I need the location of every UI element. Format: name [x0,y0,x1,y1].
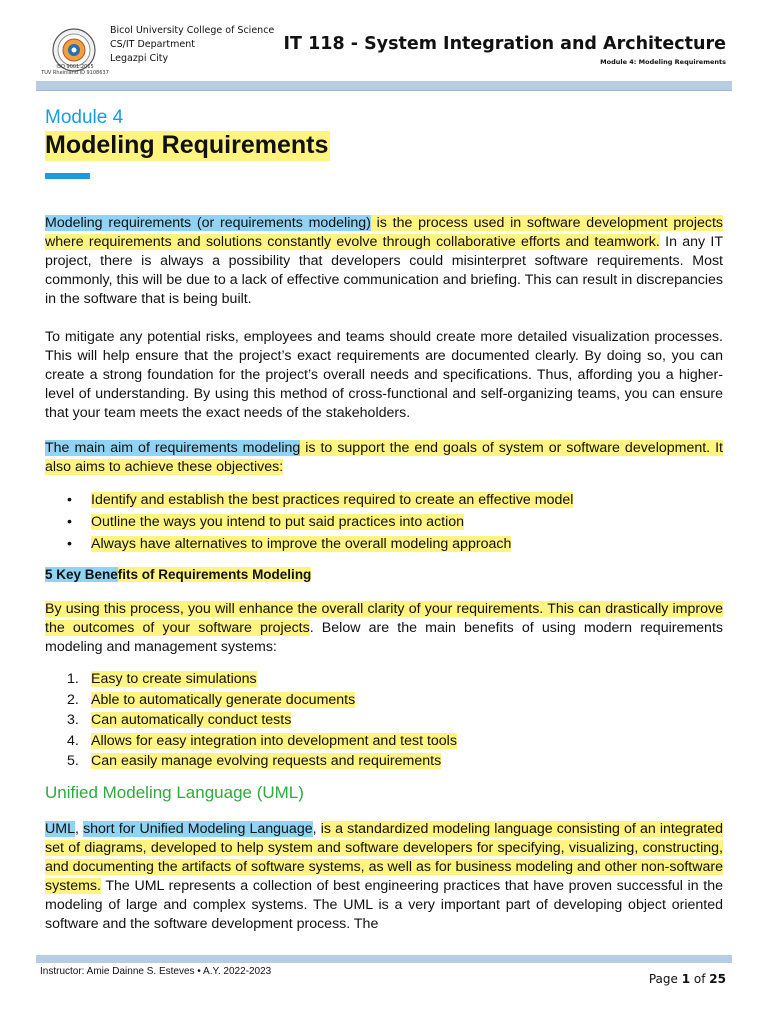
list-item [45,489,723,511]
uml-term-highlight: UML [45,820,75,837]
institution-block [110,24,274,66]
intro-text: In any IT project, there is always a possibility that developers could misinterpret software requirements. Most commonly, this will be due to a lack of effective communication and briefing. This can result in discrepancies in the software that is being built. [45,234,723,307]
benefit-text: Easy to create simulations [91,671,257,687]
uml-paragraph [45,820,723,934]
page-total: 25 [709,972,726,986]
benefits-intro-highlight: By using this process, you will enhance the overall clarity of your requirements. This can drastically improve the outcomes of your software projects [45,601,723,636]
list-number: 2. [67,691,79,708]
uml-comma-2: , [312,820,321,837]
page-label: Page [648,972,682,986]
list-item [45,710,723,731]
benefits-list [45,669,723,772]
uml-heading: Unified Modeling Language (UML) [45,782,304,802]
list-number: 3. [67,712,79,728]
uml-comma: , [74,820,84,837]
header-divider-bar [36,81,732,91]
bullet-icon: • [67,514,72,530]
mitigation-paragraph: To mitigate any potential risks, employees and teams should create more detailed visualization processes. This will help ensure that the project’s exact requirements are documented clearly. By doing so, you can create a strong foundation for the project’s overall needs and specifications. Thus, affording you a higher-level of understanding. By using this method of cross-functional and self-organizing teams, you can ensure that your team meets the exact needs of the stakeholders. [45,329,723,421]
module-subtitle: Module 4: Modeling Requirements [600,58,726,66]
list-number: 5. [67,753,79,769]
benefit-text: Allows for easy integration into development and test tools [91,732,457,749]
list-number: 1. [67,671,79,687]
list-item [45,751,723,772]
definition-highlight: is the process used in software development projects where requirements and solutions constantly evolve through collaborative efforts and teamwork. [45,215,723,250]
benefit-text: Can automatically conduct tests [91,712,292,728]
footer-divider-bar [36,955,732,963]
page-of-label: of [690,972,710,986]
objective-text: Always have alternatives to improve the overall modeling approach [91,536,512,552]
iso-caption: ISO 9001:2015 [56,64,94,70]
benefits-intro-text: . Below are the main benefits of using modern requirements modeling and management systems: [45,620,723,655]
tuv-caption: TUV Rheinland ID 9108637 [41,70,109,76]
title-accent-bar [45,173,90,179]
module-number: Module 4 [45,107,124,128]
benefits-heading-part-a: 5 Key Bene [45,567,118,582]
course-title: IT 118 - System Integration and Architecture [283,34,726,54]
department-name: CS/IT Department [110,39,195,50]
bullet-icon: • [67,492,72,508]
benefit-text: Can easily manage evolving requests and requirements [91,753,442,769]
document-body [45,214,723,934]
uml-expansion-highlight: short for Unified Modeling Language [83,820,313,837]
instructor-info: Instructor: Amie Dainne S. Esteves • A.Y. 2022-2023 [40,966,272,977]
objective-text: Outline the ways you intend to put said practices into action [91,514,465,530]
module-title: Modeling Requirements [45,131,329,159]
uml-text: The UML represents a collection of best engineering practices that have proven successful in the modeling of large and complex systems. The UML is a very important part of developing object oriented software and the software development process. The [45,877,723,932]
page-current: 1 [681,972,691,986]
intro-paragraph [45,214,723,309]
aim-paragraph [45,439,723,477]
list-item [45,511,723,533]
aim-term-highlight: The main aim of requirements modeling [45,440,301,456]
institution-name: Bicol University College of Science [110,25,275,36]
benefits-heading-part-b: fits of Requirements Modeling [117,567,312,582]
benefits-intro-paragraph [45,600,723,657]
objective-text: Identify and establish the best practices required to create an effective model [91,492,574,508]
list-item [45,533,723,555]
page-number [649,972,726,986]
list-item [45,690,723,711]
logo-caption [38,64,112,76]
list-number: 4. [67,732,79,749]
list-item [45,669,723,690]
list-item [45,731,723,752]
aim-text-highlight: is to support the end goals of system or software development. It also aims to achieve these objectives: [45,440,723,475]
term-highlight: Modeling requirements (or requirements modeling) [45,215,371,231]
university-seal-logo [44,26,104,86]
objectives-list [45,489,723,555]
bullet-icon: • [67,536,72,552]
benefit-text: Able to automatically generate documents [91,691,356,708]
benefits-heading [45,565,723,584]
city-name: Legazpi City [110,53,169,64]
uml-definition-highlight: is a standardized modeling language consisting of an integrated set of diagrams, developed to help system and software developers for specifying, visualizing, constructing, and documenting the artifacts of software systems, as well as for business modeling and other non-software systems. [45,820,723,894]
